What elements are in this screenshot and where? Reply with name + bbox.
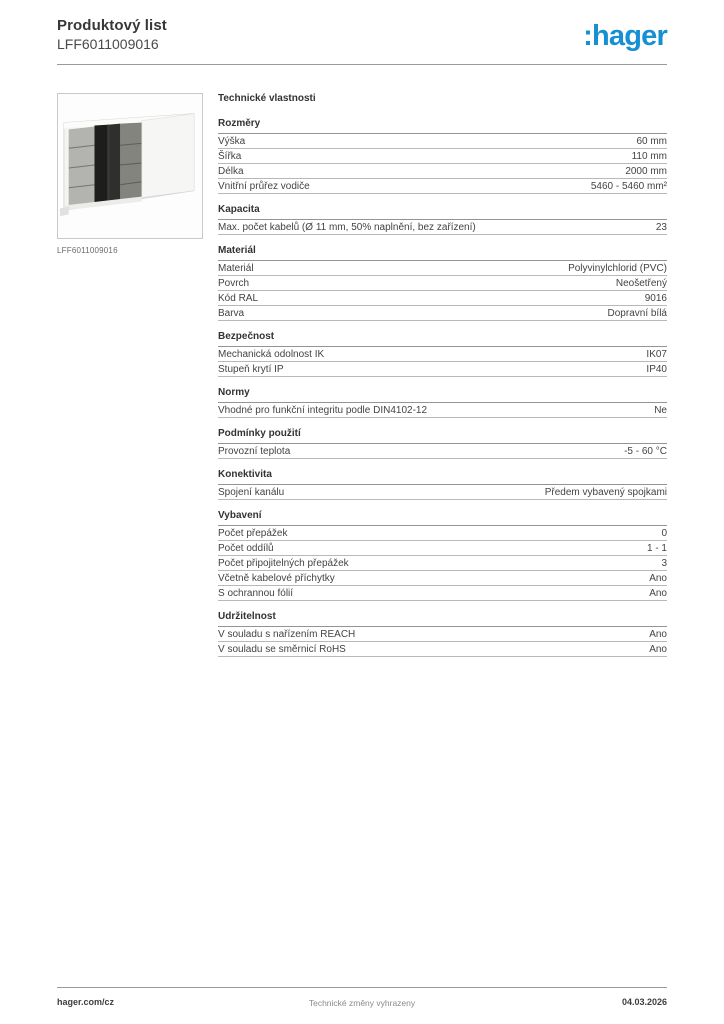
- spec-value: 5460 - 5460 mm²: [590, 181, 667, 192]
- spec-value: 2000 mm: [625, 166, 667, 177]
- spec-value: 3: [661, 558, 667, 569]
- spec-section: [218, 510, 667, 601]
- spec-label: Výška: [218, 136, 246, 147]
- spec-label: Kód RAL: [218, 293, 259, 304]
- spec-section: [218, 118, 667, 194]
- tech-table-sections: [218, 118, 667, 657]
- spec-label: Spojení kanálu: [218, 487, 285, 498]
- spec-value: Ano: [649, 629, 667, 640]
- spec-value: 0: [661, 528, 667, 539]
- footer: [57, 987, 667, 1008]
- spec-label: Vnitřní průřez vodiče: [218, 181, 310, 192]
- product-image-caption: LFF6011009016: [57, 246, 118, 255]
- spec-value: 110 mm: [631, 151, 667, 162]
- cable-trunking-illustration: [58, 93, 202, 239]
- tech-table: [218, 93, 667, 657]
- spec-value: Ano: [649, 644, 667, 655]
- spec-value: Neošetřený: [615, 278, 667, 289]
- spec-label: Včetně kabelové příchytky: [218, 573, 335, 584]
- product-image-frame: [57, 93, 203, 239]
- spec-row: [218, 642, 667, 657]
- spec-label: Délka: [218, 166, 244, 177]
- spec-section-title: Normy: [218, 387, 667, 403]
- spec-row: [218, 291, 667, 306]
- spec-row: [218, 134, 667, 149]
- product-image-column: [57, 93, 203, 255]
- spec-label: S ochrannou fólií: [218, 588, 294, 599]
- spec-label: Šířka: [218, 151, 242, 162]
- footer-website-link[interactable]: hager.com/cz: [57, 997, 115, 1007]
- spec-section: [218, 245, 667, 321]
- spec-label: Počet oddílů: [218, 543, 274, 554]
- spec-value: Ano: [649, 573, 667, 584]
- spec-label: Mechanická odolnost IK: [218, 349, 325, 360]
- spec-section: [218, 469, 667, 500]
- spec-label: Materiál: [218, 263, 254, 274]
- spec-value: 1 - 1: [646, 543, 667, 554]
- spec-section-title: Materiál: [218, 245, 667, 261]
- spec-value: Předem vybavený spojkami: [544, 487, 667, 498]
- spec-label: Max. počet kabelů (Ø 11 mm, 50% naplnění, bez zařízení): [218, 222, 476, 233]
- spec-row: [218, 556, 667, 571]
- spec-value: 23: [655, 222, 667, 233]
- spec-section-title: Podmínky použití: [218, 428, 667, 444]
- spec-section: [218, 611, 667, 657]
- spec-section-title: Rozměry: [218, 118, 667, 134]
- footer-date: 04.03.2026: [621, 997, 667, 1007]
- spec-value: Ne: [654, 405, 667, 416]
- spec-row: [218, 164, 667, 179]
- spec-label: Počet přepážek: [218, 528, 288, 539]
- header: [57, 0, 667, 65]
- spec-row: [218, 261, 667, 276]
- spec-value: IK07: [646, 349, 667, 360]
- spec-row: [218, 179, 667, 194]
- spec-row: [218, 362, 667, 377]
- spec-row: [218, 220, 667, 235]
- hager-logo: :hager: [583, 20, 667, 52]
- spec-section-title: Bezpečnost: [218, 331, 667, 347]
- spec-label: Stupeň krytí IP: [218, 364, 284, 375]
- spec-row: [218, 526, 667, 541]
- spec-row: [218, 627, 667, 642]
- spec-value: IP40: [646, 364, 667, 375]
- page-title: Produktový list: [57, 17, 167, 34]
- spec-row: [218, 149, 667, 164]
- main-content: [57, 93, 667, 657]
- spec-row: [218, 485, 667, 500]
- spec-value: 9016: [644, 293, 667, 304]
- spec-label: Barva: [218, 308, 245, 319]
- spec-section: [218, 387, 667, 418]
- spec-value: -5 - 60 °C: [624, 446, 667, 457]
- spec-label: V souladu s nařízením REACH: [218, 629, 356, 640]
- spec-row: [218, 276, 667, 291]
- spec-row: [218, 444, 667, 459]
- spec-value: 60 mm: [636, 136, 667, 147]
- spec-section-title: Konektivita: [218, 469, 667, 485]
- spec-label: Vhodné pro funkční integritu podle DIN4102-12: [218, 405, 428, 416]
- spec-value: Dopravní bílá: [607, 308, 667, 319]
- spec-value: Ano: [649, 588, 667, 599]
- product-code: LFF6011009016: [57, 36, 159, 52]
- spec-label: Počet připojitelných přepážek: [218, 558, 349, 569]
- spec-row: [218, 586, 667, 601]
- spec-label: Povrch: [218, 278, 250, 289]
- spec-section-title: Vybavení: [218, 510, 667, 526]
- spec-label: Provozní teplota: [218, 446, 291, 457]
- spec-label: V souladu se směrnicí RoHS: [218, 644, 346, 655]
- spec-section-title: Kapacita: [218, 204, 667, 220]
- spec-row: [218, 306, 667, 321]
- spec-section: [218, 204, 667, 235]
- spec-row: [218, 347, 667, 362]
- spec-row: [218, 571, 667, 586]
- spec-section-title: Udržitelnost: [218, 611, 667, 627]
- footer-disclaimer: Technické změny vyhrazeny: [308, 998, 416, 1008]
- tech-table-title: Technické vlastnosti: [218, 93, 316, 104]
- spec-row: [218, 541, 667, 556]
- spec-row: [218, 403, 667, 418]
- spec-section: [218, 331, 667, 377]
- spec-section: [218, 428, 667, 459]
- spec-value: Polyvinylchlorid (PVC): [568, 263, 667, 274]
